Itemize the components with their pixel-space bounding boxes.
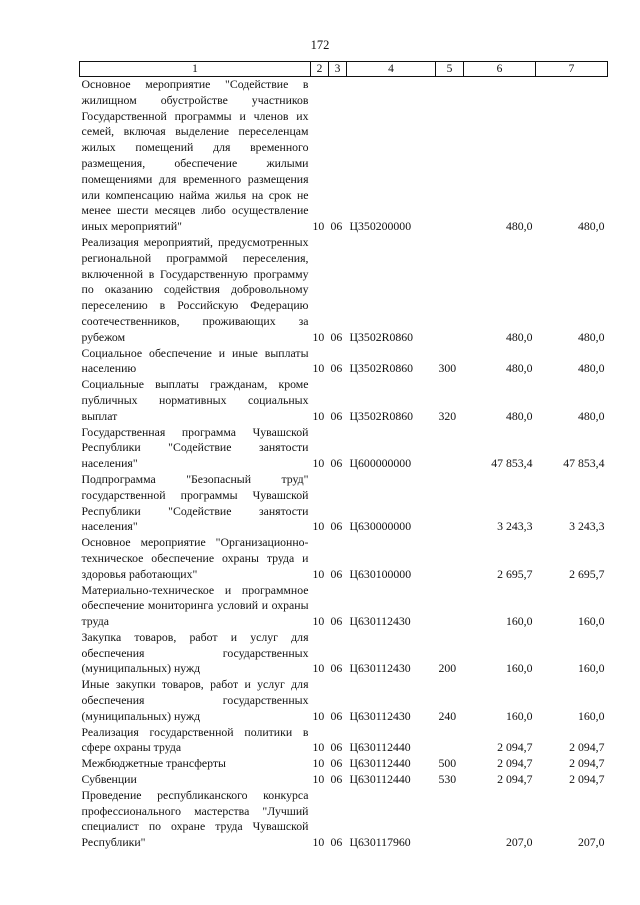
row-target-article: Ц3502R0860 bbox=[349, 329, 414, 344]
row-amount-year-1: 2 094,7 bbox=[497, 740, 533, 755]
row-name: Закупка товаров, работ и услуг для обеспечения государственных (муниципальных) нужд bbox=[81, 629, 309, 676]
table-row bbox=[80, 756, 608, 772]
row-amount-year-1: 2 094,7 bbox=[497, 772, 533, 787]
row-subsection: 06 bbox=[330, 740, 343, 755]
row-target-article: Ц3502R0860 bbox=[349, 361, 414, 376]
table-row bbox=[80, 788, 608, 851]
row-section: 10 bbox=[312, 614, 325, 629]
row-amount-year-2: 480,0 bbox=[577, 361, 605, 376]
row-name: Социальные выплаты гражданам, кроме публичных нормативных социальных выплат bbox=[81, 377, 309, 423]
row-target-article: Ц630112440 bbox=[349, 756, 411, 771]
row-target-article: Ц630112430 bbox=[349, 614, 411, 629]
row-amount-year-2: 160,0 bbox=[577, 661, 605, 676]
table-body bbox=[80, 77, 608, 852]
row-amount-year-2: 3 243,3 bbox=[569, 519, 605, 534]
table-row bbox=[80, 630, 608, 677]
table-row bbox=[80, 377, 608, 424]
row-subsection: 06 bbox=[330, 835, 343, 850]
table-row bbox=[80, 77, 608, 235]
column-header: 6 bbox=[464, 62, 536, 77]
table-row bbox=[80, 772, 608, 788]
row-section: 10 bbox=[312, 740, 325, 755]
row-section: 10 bbox=[312, 361, 325, 376]
row-section: 10 bbox=[312, 835, 325, 850]
column-header: 3 bbox=[329, 62, 347, 77]
row-amount-year-2: 207,0 bbox=[577, 835, 605, 850]
table-row bbox=[80, 425, 608, 472]
row-subsection: 06 bbox=[330, 329, 343, 344]
row-subsection: 06 bbox=[330, 408, 343, 423]
row-amount-year-1: 207,0 bbox=[505, 835, 533, 850]
row-section: 10 bbox=[312, 566, 325, 581]
column-header: 2 bbox=[311, 62, 329, 77]
table-row bbox=[80, 235, 608, 346]
table-row bbox=[80, 346, 608, 378]
row-name: Материально-техническое и программное обеспечение мониторинга условий и охраны труда bbox=[81, 582, 309, 629]
row-subsection: 06 bbox=[330, 361, 343, 376]
row-subsection: 06 bbox=[330, 519, 343, 534]
row-expense-type: 200 bbox=[438, 661, 457, 676]
row-name: Субвенции bbox=[81, 772, 137, 787]
row-name: Проведение республиканского конкурса профессионального мастерства "Лучший специалист по охране труда Чувашской Республики" bbox=[81, 787, 309, 850]
row-amount-year-2: 2 695,7 bbox=[569, 566, 605, 581]
row-amount-year-1: 160,0 bbox=[505, 661, 533, 676]
row-name: Подпрограмма "Безопасный труд" государственной программы Чувашской Республики "Содействие занятости населения" bbox=[81, 471, 309, 534]
row-subsection: 06 bbox=[330, 661, 343, 676]
row-section: 10 bbox=[312, 756, 325, 771]
row-name: Основное мероприятие "Организационно-техническое обеспечение охраны труда и здоровья работающих" bbox=[81, 535, 309, 581]
row-expense-type bbox=[436, 535, 464, 582]
row-subsection: 06 bbox=[330, 756, 343, 771]
row-amount-year-2: 47 853,4 bbox=[563, 456, 605, 471]
row-name: Реализация государственной политики в сфере охраны труда bbox=[81, 724, 309, 755]
budget-table bbox=[79, 61, 608, 851]
row-amount-year-2: 2 094,7 bbox=[569, 772, 605, 787]
table-row bbox=[80, 583, 608, 630]
row-target-article: Ц630112430 bbox=[349, 708, 411, 723]
row-amount-year-2: 480,0 bbox=[577, 219, 605, 234]
row-section: 10 bbox=[312, 519, 325, 534]
column-header: 1 bbox=[80, 62, 311, 77]
row-amount-year-1: 3 243,3 bbox=[497, 519, 533, 534]
page-number: 172 bbox=[310, 38, 330, 52]
row-section: 10 bbox=[312, 219, 325, 234]
row-name: Социальное обеспечение и иные выплаты населению bbox=[81, 345, 309, 376]
column-header: 7 bbox=[536, 62, 608, 77]
row-expense-type: 500 bbox=[438, 756, 457, 771]
row-subsection: 06 bbox=[330, 708, 343, 723]
row-target-article: Ц3502R0860 bbox=[349, 408, 414, 423]
row-expense-type bbox=[436, 77, 464, 235]
row-section: 10 bbox=[312, 408, 325, 423]
row-target-article: Ц630000000 bbox=[349, 519, 412, 534]
row-expense-type bbox=[436, 788, 464, 851]
row-amount-year-1: 480,0 bbox=[505, 361, 533, 376]
row-target-article: Ц630112440 bbox=[349, 772, 411, 787]
row-section: 10 bbox=[312, 329, 325, 344]
row-amount-year-2: 2 094,7 bbox=[569, 740, 605, 755]
row-name: Межбюджетные трансферты bbox=[81, 756, 226, 771]
row-amount-year-1: 480,0 bbox=[505, 329, 533, 344]
column-header: 4 bbox=[347, 62, 436, 77]
row-subsection: 06 bbox=[330, 614, 343, 629]
row-amount-year-2: 480,0 bbox=[577, 329, 605, 344]
row-amount-year-2: 160,0 bbox=[577, 708, 605, 723]
row-name: Государственная программа Чувашской Республики "Содействие занятости населения" bbox=[81, 424, 309, 471]
row-target-article: Ц630112430 bbox=[349, 661, 411, 676]
row-amount-year-1: 160,0 bbox=[505, 708, 533, 723]
row-section: 10 bbox=[312, 456, 325, 471]
row-amount-year-1: 2 695,7 bbox=[497, 566, 533, 581]
row-amount-year-1: 480,0 bbox=[505, 219, 533, 234]
row-name: Основное мероприятие "Содействие в жилищном обустройстве участников Государственной программы и членов их семей, включая выделение переселенцам жилых помещений для временного размещения, обеспечение жилыми помещениями для временного размещения или компенсацию найма жилья на срок не менее шести месяцев либо осуществление иных мероприятий" bbox=[81, 77, 309, 234]
row-expense-type: 240 bbox=[438, 708, 457, 723]
row-target-article: Ц350200000 bbox=[349, 219, 412, 234]
row-target-article: Ц630112440 bbox=[349, 740, 411, 755]
row-amount-year-1: 47 853,4 bbox=[491, 456, 533, 471]
table-row bbox=[80, 472, 608, 535]
column-number-header bbox=[80, 62, 608, 77]
column-header: 5 bbox=[436, 62, 464, 77]
row-amount-year-1: 480,0 bbox=[505, 408, 533, 423]
row-expense-type bbox=[436, 472, 464, 535]
row-expense-type: 300 bbox=[438, 361, 457, 376]
row-amount-year-1: 160,0 bbox=[505, 614, 533, 629]
row-subsection: 06 bbox=[330, 456, 343, 471]
row-section: 10 bbox=[312, 772, 325, 787]
row-expense-type bbox=[436, 725, 464, 757]
row-subsection: 06 bbox=[330, 772, 343, 787]
row-amount-year-2: 2 094,7 bbox=[569, 756, 605, 771]
row-section: 10 bbox=[312, 661, 325, 676]
table-row bbox=[80, 725, 608, 757]
table-row bbox=[80, 677, 608, 724]
row-section: 10 bbox=[312, 708, 325, 723]
table-row bbox=[80, 535, 608, 582]
row-expense-type: 320 bbox=[438, 408, 457, 423]
row-expense-type bbox=[436, 235, 464, 346]
row-expense-type bbox=[436, 583, 464, 630]
row-target-article: Ц600000000 bbox=[349, 456, 412, 471]
row-name: Иные закупки товаров, работ и услуг для обеспечения государственных (муниципальных) нужд bbox=[81, 677, 309, 723]
row-target-article: Ц630117960 bbox=[349, 835, 411, 850]
row-amount-year-1: 2 094,7 bbox=[497, 756, 533, 771]
row-subsection: 06 bbox=[330, 566, 343, 581]
row-target-article: Ц630100000 bbox=[349, 566, 412, 581]
row-expense-type bbox=[436, 425, 464, 472]
row-name: Реализация мероприятий, предусмотренных региональной программой переселения, включенной в Государственную программу по оказанию содействия добровольному переселению в Российскую Федерацию соотечественников, проживающих за рубежом bbox=[81, 234, 309, 344]
row-expense-type: 530 bbox=[438, 772, 457, 787]
row-amount-year-2: 160,0 bbox=[577, 614, 605, 629]
row-amount-year-2: 480,0 bbox=[577, 408, 605, 423]
row-subsection: 06 bbox=[330, 219, 343, 234]
